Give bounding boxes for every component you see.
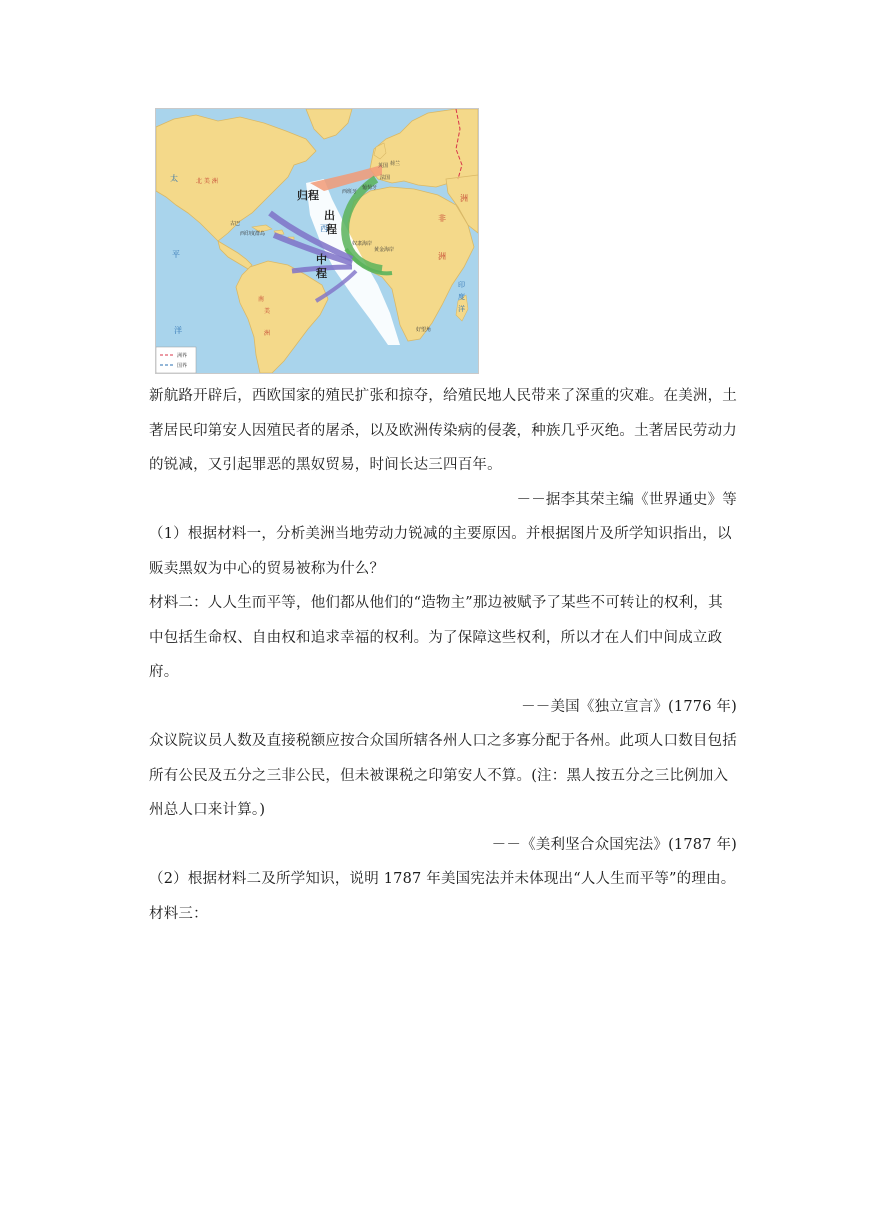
outbound-route-label-1: 出 <box>324 209 335 222</box>
middle-passage-label-2: 程 <box>316 267 327 280</box>
constitution-source: －－《美利坚合众国宪法》(1787 年) <box>491 836 737 853</box>
pacific-ocean-label-2: 平 <box>172 250 180 259</box>
return-route-label: 归程 <box>297 189 319 202</box>
atlantic-ocean-label: 西 <box>320 224 328 233</box>
legend-state-boundary: 国界 <box>177 363 188 369</box>
africa-label-1: 非 <box>438 214 446 223</box>
spain-label: 西班牙 <box>342 189 358 195</box>
portugal-label: 葡萄牙 <box>362 185 378 191</box>
indian-ocean-label-1: 印 <box>458 281 465 289</box>
constitution-excerpt: 众议院议员人数及直接税额应按合众国所辖各州人口之多寡分配于各州。此项人口数目包括所有公民及五分之三非公民，但未被课税之印第安人不算。(注：黑人按五分之三比例加入州总人口来计算。) <box>149 733 737 818</box>
north-america-label: 北 美 洲 <box>196 178 218 185</box>
south-america-label-1: 南 <box>258 296 265 303</box>
outbound-route-label-2: 程 <box>326 223 337 236</box>
netherlands-label: 荷兰 <box>390 161 401 167</box>
question-one: （1）根据材料一，分析美洲当地劳动力锐减的主要原因。并根据图片及所学知识指出，以贩卖黑奴为中心的贸易被称为什么？ <box>149 526 732 577</box>
cuba-label: 古巴 <box>230 221 241 227</box>
material-one-source: －－据李其荣主编《世界通史》等 <box>516 491 737 508</box>
south-america-label-2: 美 <box>264 308 271 315</box>
indian-ocean-label-2: 度 <box>458 293 465 301</box>
legend-region-boundary: 洲界 <box>177 353 188 359</box>
west-indies-label: 西印度群岛 <box>240 231 266 237</box>
slave-coast-label: 奴隶海岸 <box>352 241 373 247</box>
africa-label-2: 洲 <box>438 252 446 261</box>
question-two: （2）根据材料二及所学知识，说明 1787 年美国宪法并未体现出“人人生而平等”的理由。 <box>149 871 736 887</box>
indian-ocean-label-3: 洋 <box>458 305 465 313</box>
cape-label: 好望角 <box>416 327 432 333</box>
document-body <box>149 379 737 931</box>
material-three-heading: 材料三： <box>149 905 208 922</box>
material-one-text: 新航路开辟后，西欧国家的殖民扩张和掠夺，给殖民地人民带来了深重的灾难。在美洲，土著居民印第安人因殖民者的屠杀，以及欧洲传染病的侵袭，种族几乎灭绝。土著居民劳动力的锐减，又引起罪恶的黑奴贸易，时间长达三四百年。 <box>149 388 737 473</box>
material-two-text: 材料二：人人生而平等，他们都从他们的“造物主”那边被赋予了某些不可转让的权利，其中包括生命权、自由权和追求幸福的权利。为了保障这些权利，所以才在人们中间成立政府。 <box>149 595 723 680</box>
south-america-label-3: 洲 <box>264 330 271 337</box>
asia-label: 洲 <box>460 194 468 203</box>
map-legend <box>156 347 196 373</box>
gold-coast-label: 黄金海岸 <box>374 247 395 253</box>
triangular-trade-map <box>155 108 479 374</box>
england-label: 英国 <box>378 163 389 169</box>
middle-passage-label-1: 中 <box>316 253 327 266</box>
pacific-ocean-label-3: 洋 <box>174 326 182 335</box>
pacific-ocean-label-1: 太 <box>170 174 178 183</box>
france-label: 法国 <box>380 175 391 181</box>
material-two-source: －－美国《独立宣言》(1776 年) <box>521 698 737 715</box>
